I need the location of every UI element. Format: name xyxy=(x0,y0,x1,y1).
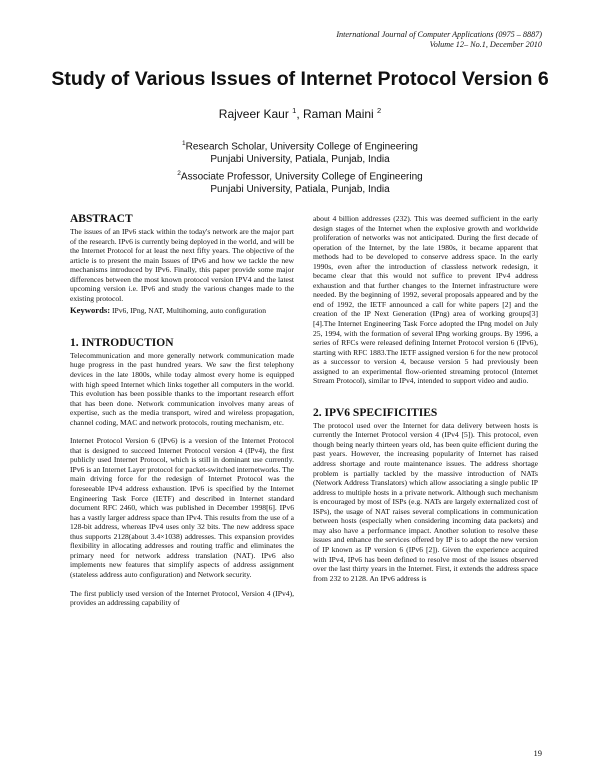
section-2-paragraph: The protocol used over the Internet for data delivery between hosts is currently the Internet Protocol version 4 (IPv4 [5]). This protocol, even though being nearly thirteen years old, has been quite efficient during the past years. However, the increasing popularity of Internet has raised address shortage and route maintenance issues. The address shortage problem is partially tackled by the massive introduction of NATs (Network Address Translators) which allow associating a single public IP address to multiple hosts in a private network. Although such mechanism is encouraged by most of ISPs (e.g. NATs are largely externalized cost of ISPs), the usage of NAT raises several complications in communication between hosts (especially when considering incoming data packets) and may also have a performance impact. Another solution to resolve these issues and enhance the services offered by IP is to adopt the new version of IP known as IP version 6 (IPv6 [2]). Given the experience acquired with IPv4, IPv6 has been defined to resolve most of the issues observed over the last thirty years in the Internet. First, it extends the address space from 232 to 2128. An IPv6 address is xyxy=(313,420,538,583)
page-number: 19 xyxy=(533,748,542,758)
section-1-paragraph-1: Telecommunication and more generally network communication made huge progress in the past hundred years. We saw the first telephony devices in the late 1800s, while today almost every home is equipped with high speed Internet which links together all computers in the world. This evolution has been possible thanks to the important research effort that has been done. Network communication involves many areas of expertise, such as the media transport, wired and wireless propagation, channel coding, MAC and network protocols, routing mechanism, etc. xyxy=(70,350,294,427)
affiliation-2-sup: 2 xyxy=(177,170,181,177)
keywords xyxy=(70,306,294,316)
keywords-label: Keywords: xyxy=(70,305,111,316)
affiliation-2 xyxy=(0,168,600,196)
affiliation-1 xyxy=(0,138,600,166)
author-1: Rajveer Kaur xyxy=(218,107,293,121)
section-1-paragraph-2: Internet Protocol Version 6 (IPv6) is a version of the Internet Protocol that is designed to succeed Internet Protocol version 4 (IPv4), the first publicly used Internet Protocol, which is still in dominant use currently. IPv6 is an Internet Layer protocol for packet-switched internetworks. The main driving force for the redesign of Internet Protocol was the foreseeable IPv4 address exhaustion. IPv6 is specified by the Internet Engineering Task Force (IETF) and described in Internet standard document RFC 2460, which was published in December 1998[6]. IPv6 has a vastly larger address space than IPv4. This results from the use of a 128-bit address, whereas IPv4 uses only 32 bits. The new address space thus supports 2128(about 3.4×1038) addresses. This expansion provides flexibility in allocating addresses and routing traffic and eliminates the primary need for network address translation (NAT). IPv6 also implements new features that simplify aspects of address assignment (stateless address auto configuration) and Network security. xyxy=(70,436,294,579)
journal-name: International Journal of Computer Applications (0975 – 8887) xyxy=(336,30,542,39)
affiliation-1-line2: Punjabi University, Patiala, Punjab, India xyxy=(210,153,390,165)
authors xyxy=(0,106,600,121)
author-1-sup: 1 xyxy=(292,106,297,115)
journal-volume: Volume 12– No.1, December 2010 xyxy=(429,40,542,49)
right-column xyxy=(313,214,538,583)
affiliation-1-line1: Research Scholar, University College of Engineering xyxy=(185,141,418,153)
section-1-paragraph-3: The first publicly used version of the Internet Protocol, Version 4 (IPv4), provides an addressing capability of xyxy=(70,588,294,608)
left-column xyxy=(70,212,294,608)
keywords-list: IPv6, IPng, NAT, Multihoming, auto configuration xyxy=(110,306,267,316)
author-2: Raman Maini xyxy=(303,107,378,121)
author-separator: , xyxy=(296,107,303,121)
abstract-text: The issues of an IPv6 stack within the today's network are the major part of the research. IPv6 is currently being deployed in the world, and will be the Internet Protocol for at least the next fifty years. The objective of the article is to present the main Issues of IPv6 and how we tackle the new mechanisms introduced by IPv6. Finally, this paper provide some major differences between the most known protocol version IPV4 and the latest upcoming version i.e. IPv6 and study the various changes made to the existing protocol. xyxy=(70,227,294,303)
affiliation-2-line2: Punjabi University, Patiala, Punjab, India xyxy=(210,183,390,195)
section-2-heading: 2. IPV6 SPECIFICITIES xyxy=(313,406,438,419)
author-2-sup: 2 xyxy=(377,106,382,115)
section-1-continuation: about 4 billion addresses (232). This was deemed sufficient in the early design stages of the Internet when the explosive growth and worldwide proliferation of networks was not anticipated. During the first decade of operation of the Internet, by the late 1980s, it became apparent that methods had to be developed to conserve address space. In the early 1990s, even after the introduction of classless network redesign, it became clear that this would not suffice to prevent IPv4 address exhaustion and that further changes to the Internet infrastructure were needed. By the beginning of 1992, several proposals appeared and by the end of 1992, the IETF announced a call for white papers [2] and the creation of the IP Next Generation (IPng) area of working groups[3][4].The Internet Engineering Task Force adopted the IPng model on July 25, 1994, with the formation of several IPng working groups. By 1996, a series of RFCs were released defining Internet Protocol version 6 (IPv6), starting with RFC 1883.The IETF assigned version 6 for the new protocol as a successor to version 4, because version 5 had previously been assigned to an experimental flow-oriented streaming protocol (Internet Stream Protocol), similar to IPv4, intended to support video and audio. xyxy=(313,214,538,386)
affiliation-2-line1: Associate Professor, University College of Engineering xyxy=(180,171,423,183)
section-1-heading: 1. INTRODUCTION xyxy=(70,336,174,349)
abstract-heading: ABSTRACT xyxy=(70,213,133,225)
affiliation-1-sup: 1 xyxy=(182,140,186,147)
paper-title: Study of Various Issues of Internet Protocol Version 6 xyxy=(51,68,549,90)
journal-header xyxy=(336,30,542,50)
